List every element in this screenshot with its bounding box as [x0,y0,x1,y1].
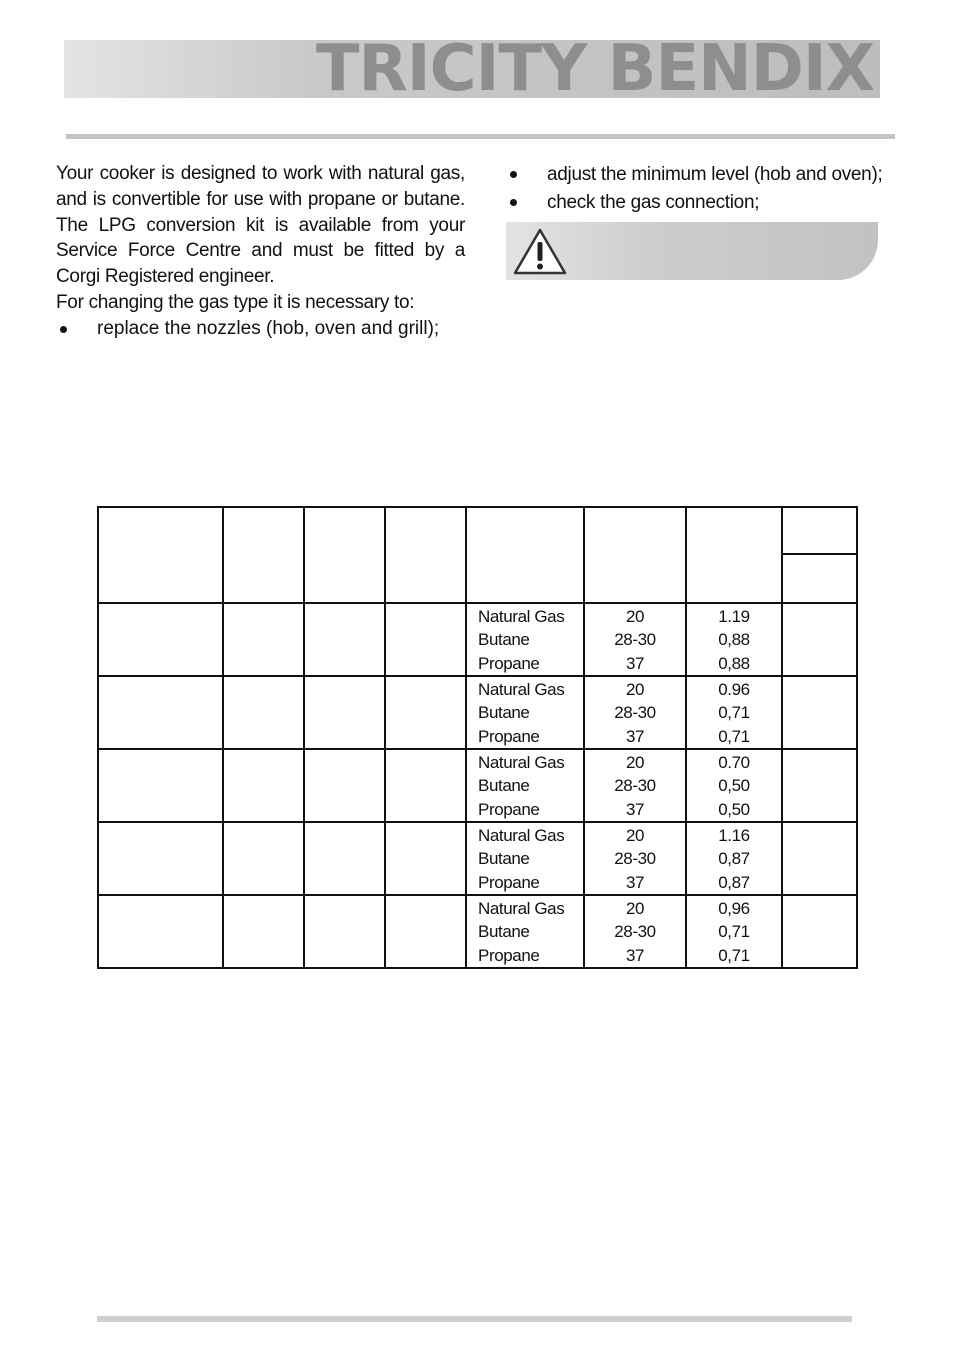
gas-type: Propane [478,945,540,965]
table-cell [304,895,385,968]
table-header-row [98,507,857,554]
pressure-value: 20 [625,899,645,918]
steps-list-left [56,316,465,342]
table-header-cell [385,507,466,603]
gas-type: Propane [478,726,540,746]
gas-type: Natural Gas [478,826,565,845]
table-row [98,603,857,676]
pressure-value: 28-30 [614,922,656,942]
gas-type: Natural Gas [478,899,565,918]
gas-type-cell [466,603,584,676]
gas-type: Butane [478,922,530,942]
table-cell [782,676,857,749]
flow-value: 0,87 [718,849,750,869]
gas-type-cell [466,895,584,968]
table-header-cell [782,554,857,603]
pressure-value: 37 [625,872,645,892]
intro-column-left [56,161,465,342]
table-cell [385,749,466,822]
flow-value-cell [686,603,782,676]
flow-value: 0,71 [718,726,750,746]
warning-triangle-icon [512,227,568,277]
table-cell [782,895,857,968]
gas-type: Butane [478,776,530,796]
gas-type-cell [466,749,584,822]
pressure-value: 28-30 [614,703,656,723]
flow-value-cell [686,895,782,968]
steps-list-right [506,161,906,217]
flow-value: 0,50 [718,799,750,819]
gas-type: Butane [478,849,530,869]
pressure-value: 28-30 [614,630,656,650]
flow-value: 0,50 [718,776,750,796]
table-cell [304,676,385,749]
flow-value-cell [686,749,782,822]
table-cell [98,676,223,749]
flow-value-cell [686,822,782,895]
table-header-cell [223,507,304,603]
table-header-cell [466,507,584,603]
gas-type-cell [466,676,584,749]
pressure-value: 37 [625,799,645,819]
pressure-value: 28-30 [614,776,656,796]
table-row [98,895,857,968]
flow-value-cell [686,676,782,749]
table-row [98,749,857,822]
pressure-value-cell [584,822,686,895]
gas-type: Natural Gas [478,753,565,772]
table-cell [385,676,466,749]
table-header-cell [584,507,686,603]
table-cell [223,603,304,676]
intro-lead: For changing the gas type it is necessary to: [56,291,415,313]
warning-band [506,222,878,280]
pressure-value: 37 [625,945,645,965]
table-header-cell [782,507,857,554]
table-cell [223,749,304,822]
pressure-value: 37 [625,653,645,673]
pressure-value-cell [584,676,686,749]
brand-logo: TRICITY BENDIX [315,32,874,106]
gas-type: Propane [478,653,540,673]
pressure-value: 20 [625,680,645,699]
table-cell [304,749,385,822]
pressure-value: 37 [625,726,645,746]
table-cell [98,603,223,676]
table-cell [304,603,385,676]
header-divider [66,134,895,139]
step-item: check the gas connection; [506,189,906,217]
step-item: replace the nozzles (hob, oven and grill); [56,316,465,342]
flow-value: 0,87 [718,872,750,892]
table-cell [304,822,385,895]
flow-value: 0,71 [718,703,750,723]
flow-value: 0,88 [718,653,750,673]
flow-value: 0.96 [718,680,750,699]
gas-type: Butane [478,630,530,650]
pressure-value: 20 [625,753,645,772]
intro-column-right [506,161,906,217]
flow-value: 0.70 [718,753,750,772]
table-row [98,676,857,749]
table-row [98,822,857,895]
table-cell [223,822,304,895]
table-cell [385,822,466,895]
table-cell [385,895,466,968]
table-header-cell [98,507,223,603]
flow-value: 0,71 [718,945,750,965]
table-cell [782,603,857,676]
pressure-value: 20 [625,826,645,845]
table-cell [385,603,466,676]
flow-value: 1.16 [718,826,750,845]
intro-paragraph: Your cooker is designed to work with natural gas, and is convertible for use with propane or butane. The LPG conversion kit is available from your Service Force Centre and must be fitted by a Corgi Registered engineer. [56,163,465,288]
gas-type: Propane [478,799,540,819]
footer-divider [97,1316,852,1322]
table-cell [782,822,857,895]
flow-value: 0,96 [718,899,750,918]
gas-type: Butane [478,703,530,723]
gas-type: Natural Gas [478,607,565,626]
step-item: adjust the minimum level (hob and oven); [506,161,906,189]
table-header-cell [686,507,782,603]
brand-header-band [64,32,880,106]
pressure-value: 20 [625,607,645,626]
pressure-value-cell [584,749,686,822]
table-cell [223,676,304,749]
table-header-cell [304,507,385,603]
table-cell [782,749,857,822]
pressure-value-cell [584,603,686,676]
gas-type: Propane [478,872,540,892]
table-cell [98,749,223,822]
table-cell [223,895,304,968]
gas-type-table [97,506,858,969]
pressure-value-cell [584,895,686,968]
table-cell [98,822,223,895]
gas-type: Natural Gas [478,680,565,699]
flow-value: 0,71 [718,922,750,942]
flow-value: 0,88 [718,630,750,650]
table-cell [98,895,223,968]
gas-type-cell [466,822,584,895]
flow-value: 1.19 [718,607,750,626]
pressure-value: 28-30 [614,849,656,869]
